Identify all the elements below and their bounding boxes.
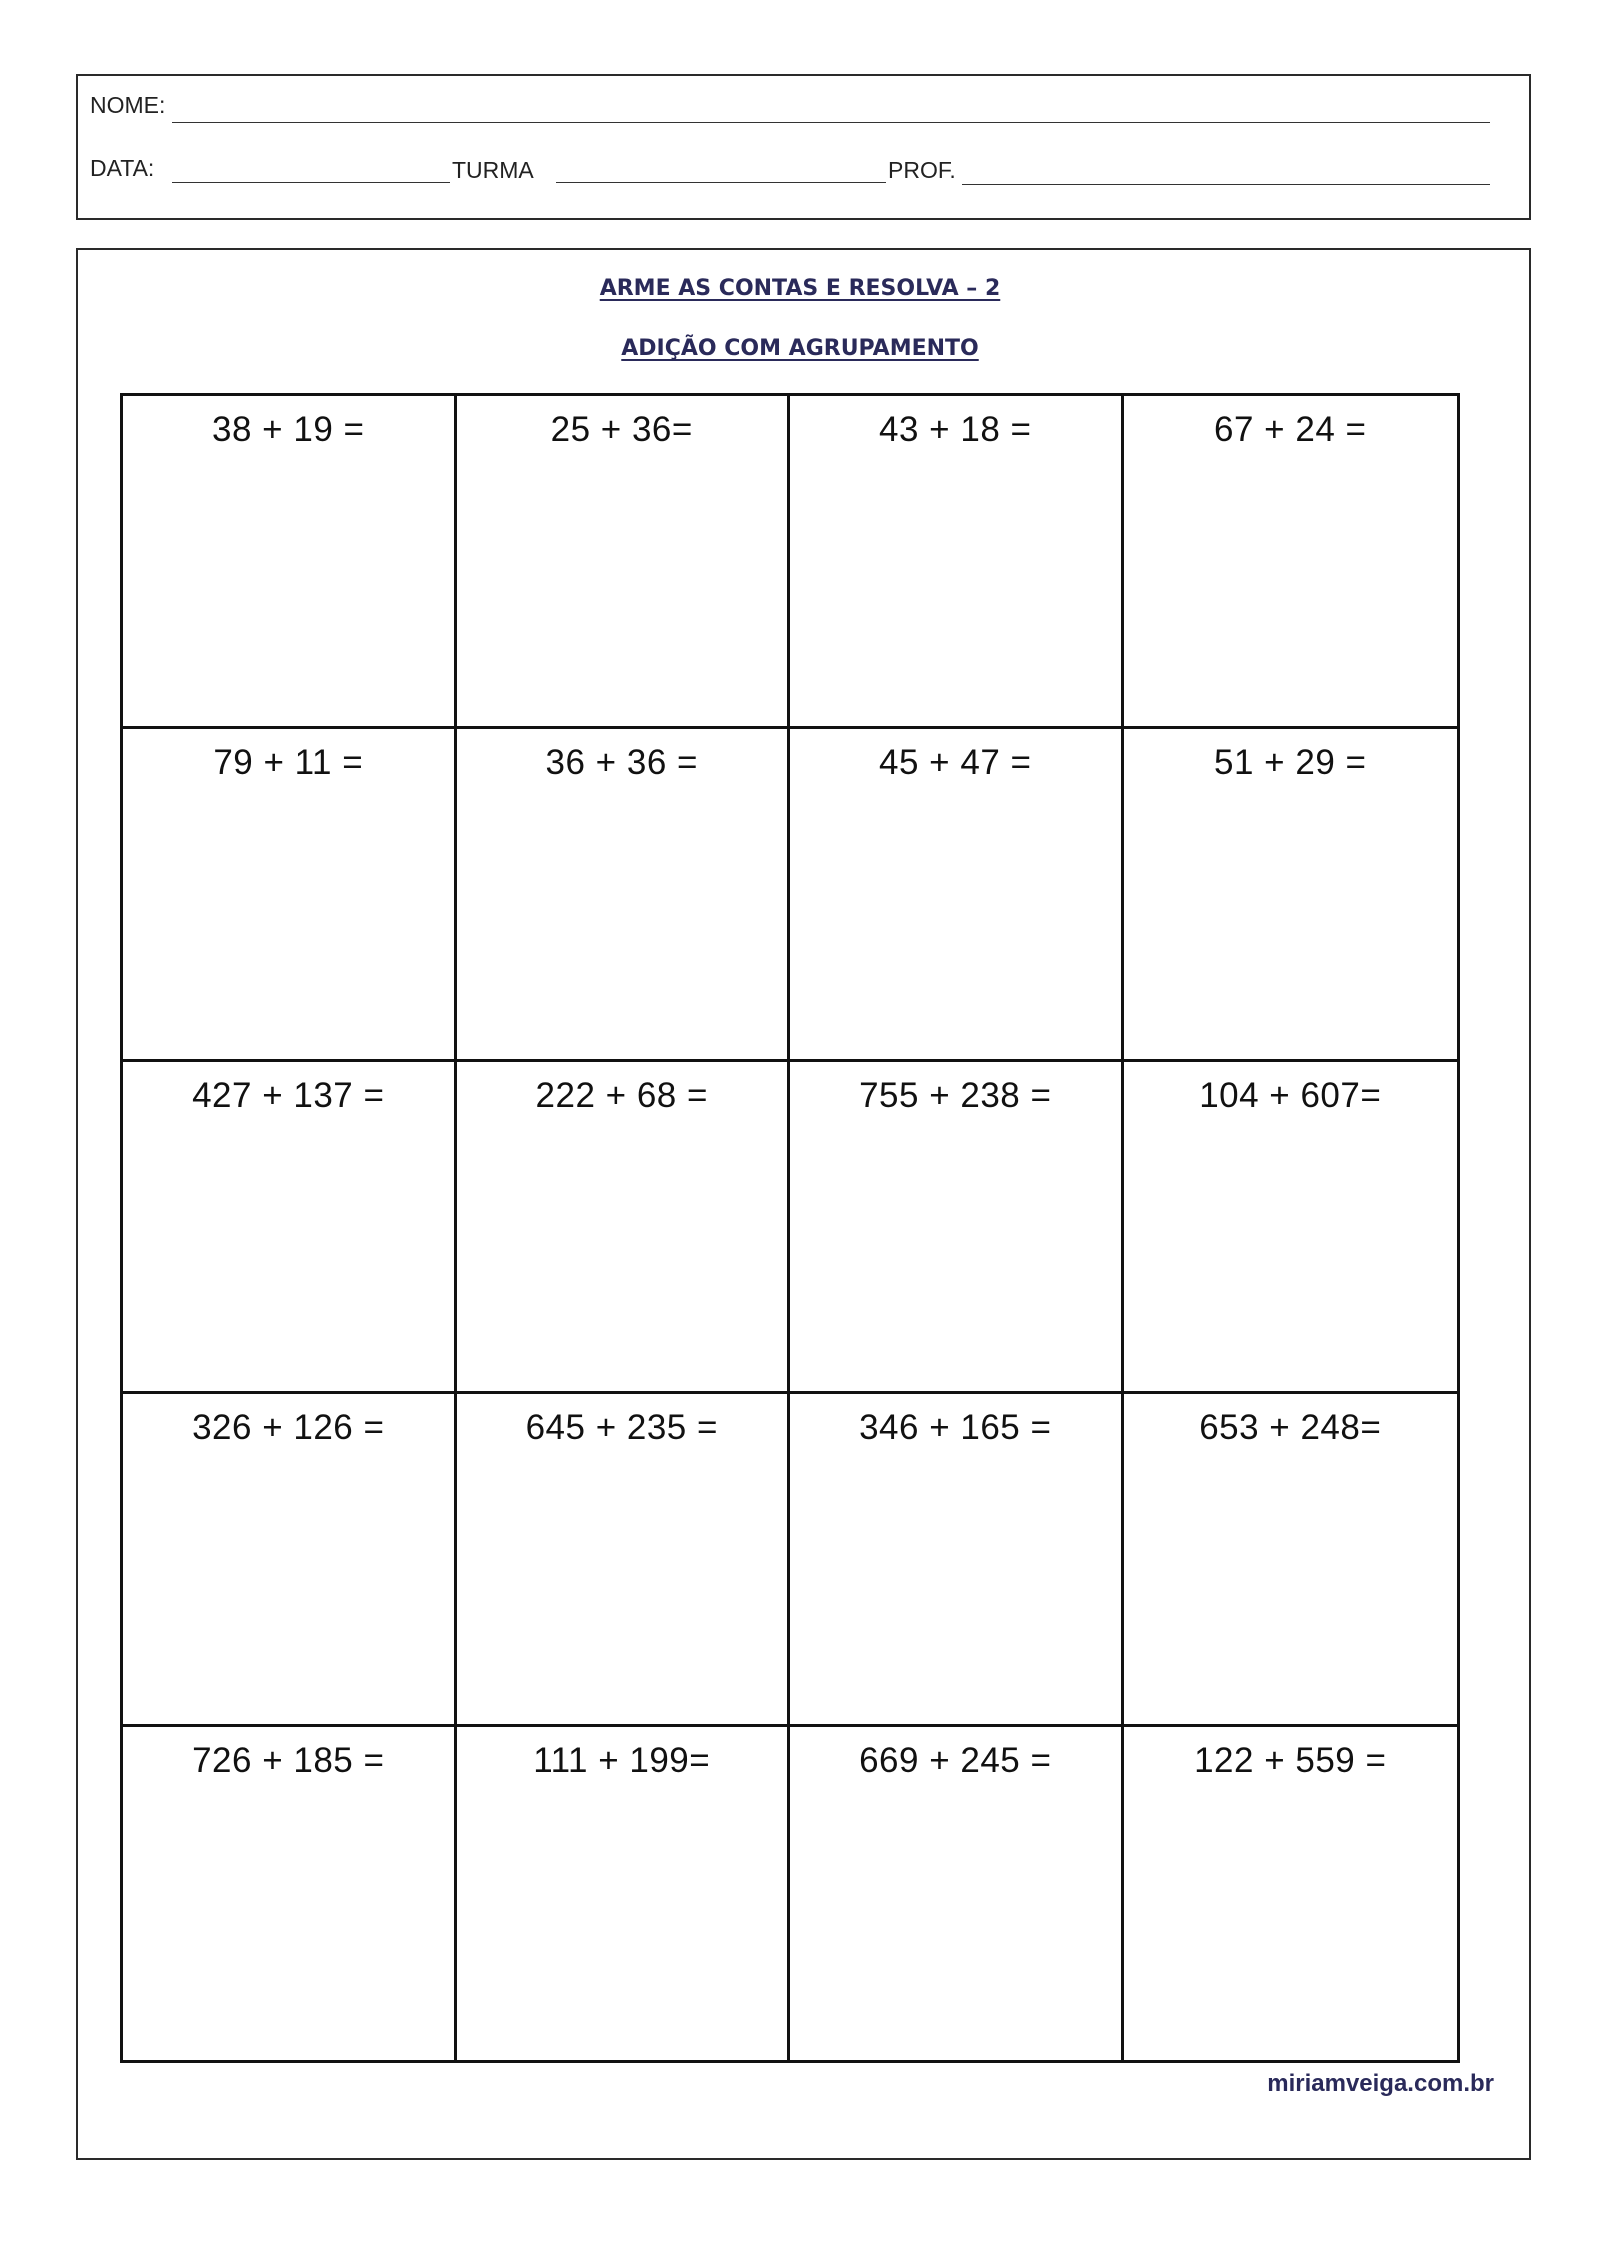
problem-expression: 25 + 36= xyxy=(550,410,693,449)
problem-cell[interactable] xyxy=(457,396,791,729)
student-info-box xyxy=(76,74,1531,220)
problem-cell[interactable] xyxy=(457,729,791,1062)
problem-expression: 104 + 607= xyxy=(1199,1075,1382,1115)
problem-expression: 45 + 47 = xyxy=(879,742,1032,782)
problem-cell[interactable] xyxy=(123,396,457,729)
name-field[interactable] xyxy=(172,122,1490,123)
problem-expression: 38 + 19 = xyxy=(212,410,365,449)
problem-cell[interactable] xyxy=(1124,729,1458,1062)
problem-cell[interactable] xyxy=(790,1727,1124,2060)
date-field[interactable] xyxy=(172,182,450,183)
problem-cell[interactable] xyxy=(457,1727,791,2060)
problem-expression: 653 + 248= xyxy=(1199,1408,1382,1448)
problem-cell[interactable] xyxy=(790,1062,1124,1395)
problem-cell[interactable] xyxy=(123,729,457,1062)
problem-cell[interactable] xyxy=(790,729,1124,1062)
problem-expression: 326 + 126 = xyxy=(192,1408,385,1448)
problem-expression: 669 + 245 = xyxy=(859,1741,1052,1781)
problem-cell[interactable] xyxy=(123,1062,457,1395)
teacher-field[interactable] xyxy=(962,184,1490,185)
worksheet-subtitle: ADIÇÃO COM AGRUPAMENTO xyxy=(621,336,979,361)
problem-cell[interactable] xyxy=(123,1394,457,1727)
problem-expression: 645 + 235 = xyxy=(525,1408,718,1448)
class-field[interactable] xyxy=(556,182,886,183)
problem-cell[interactable] xyxy=(1124,1394,1458,1727)
date-label: DATA: xyxy=(90,155,155,181)
problem-cell[interactable] xyxy=(123,1727,457,2060)
website-credit: miriamveiga.com.br xyxy=(1267,2070,1494,2097)
problem-cell[interactable] xyxy=(1124,1727,1458,2060)
name-label: NOME: xyxy=(90,92,166,118)
problem-expression: 222 + 68 = xyxy=(535,1075,708,1115)
problem-expression: 67 + 24 = xyxy=(1214,410,1367,449)
problem-expression: 79 + 11 = xyxy=(213,742,364,782)
teacher-label: PROF. xyxy=(888,157,956,183)
problem-expression: 111 + 199= xyxy=(533,1741,711,1781)
problem-expression: 122 + 559 = xyxy=(1194,1741,1387,1781)
problem-cell[interactable] xyxy=(790,396,1124,729)
problem-cell[interactable] xyxy=(1124,1062,1458,1395)
class-label: TURMA xyxy=(452,157,534,183)
worksheet-title: ARME AS CONTAS E RESOLVA – 2 xyxy=(599,276,1001,301)
problem-expression: 427 + 137 = xyxy=(192,1075,385,1115)
problem-cell[interactable] xyxy=(1124,396,1458,729)
problem-cell[interactable] xyxy=(790,1394,1124,1727)
problem-cell[interactable] xyxy=(457,1062,791,1395)
problem-expression: 51 + 29 = xyxy=(1214,742,1367,782)
problem-expression: 346 + 165 = xyxy=(859,1408,1052,1448)
problem-cell[interactable] xyxy=(457,1394,791,1727)
problem-expression: 726 + 185 = xyxy=(192,1741,385,1781)
problem-expression: 36 + 36 = xyxy=(545,742,698,782)
problem-expression: 755 + 238 = xyxy=(859,1075,1052,1115)
problem-expression: 43 + 18 = xyxy=(879,410,1032,449)
problem-grid xyxy=(120,393,1460,2063)
